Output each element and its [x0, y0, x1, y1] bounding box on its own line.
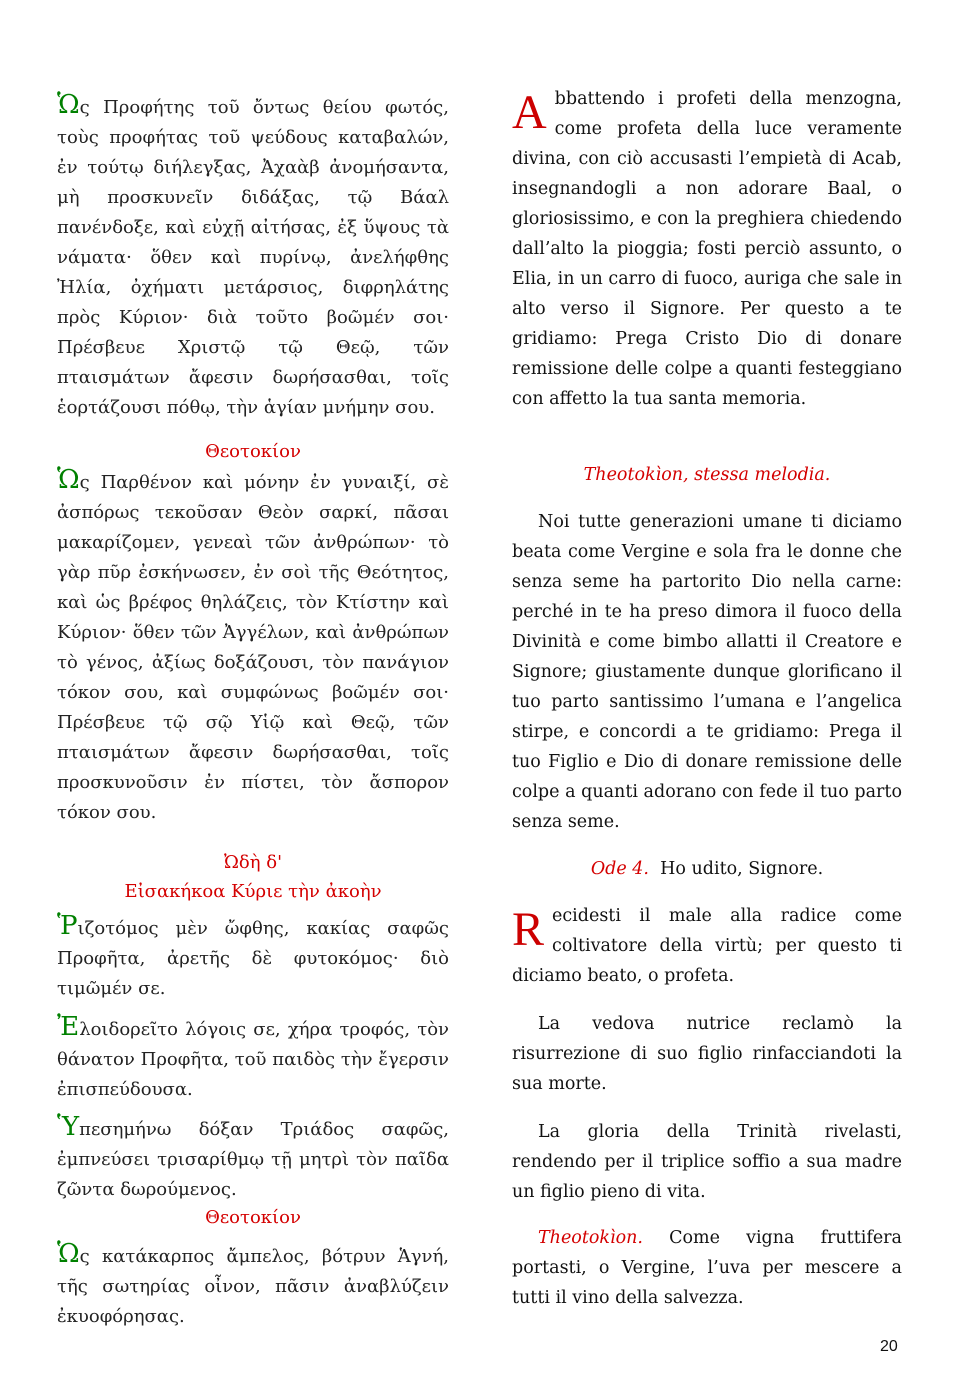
ode-irmos: Ho udito, Signore. — [660, 859, 824, 879]
greek-troparion-2: Ῥιζοτόμος μὲν ὤφθης, κακίας σαφῶς Προφῆτα, ἀρετῆς δὲ φυτοκόμος· διὸ τιμῶμέν σε. — [57, 911, 449, 999]
greek-theotokion: Ὡς Παρθένον καὶ μόνην ἐν γυναιξί, σὲ ἀσπόρως τεκοῦσαν Θεὸν σαρκί, πᾶσαι μακαρίζομεν, γενεαὶ τῶν ἀνθρώπων· τὸ γὰρ πῦρ ἐσκήνωσεν, ἐν σοὶ τῆς Θεότητος, καὶ ὡς βρέφος θηλάζεις, τὸν Κτίστην καὶ Κύριον· ὅθεν τῶν Ἀγγέλων, καὶ ἀνθρώπων τὸ γένος, ἀξίως δοξάζουσι, τὸν πανάγιον τόκον σου, καὶ συμφώνως βοῶμέν σοι· Πρέσβευε τῷ σῷ Υἱῷ καὶ Θεῷ, τῶν πταισμάτων ἄφεσιν δωρήσασθαι, τοῖς προσκυνοῦσιν ἐν πίστει, τὸν ἄσπορον τόκον σου. — [57, 465, 449, 823]
drop-initial: Ἐ — [57, 1012, 80, 1042]
italian-troparion-3: La vedova nutrice reclamò la risurrezione di suo figlio rinfacciandoti la sua morte. — [512, 1014, 902, 1094]
drop-initial: Ὡ — [57, 465, 80, 495]
greek-troparion-3: Ἐλοιδορεῖτο λόγοις σε, χήρα τροφός, τὸν θάνατον Προφῆτα, τοῦ παιδὸς τὴν ἔγερσιν ἐπισπεύδουσα. — [57, 1012, 449, 1100]
italian-ode-heading — [512, 854, 902, 884]
greek-theotokion-heading-2: Θεοτοκίον — [205, 1207, 301, 1228]
drop-initial: Ῥ — [57, 911, 78, 941]
drop-cap: R — [512, 903, 545, 956]
italian-troparion-2: Recidesti il male alla radice come coltivatore della virtù; per questo ti diciamo beato, o profeta. — [512, 903, 902, 986]
page-number: 20 — [880, 1338, 898, 1355]
drop-initial: Ὑ — [57, 1112, 80, 1142]
drop-initial: Ὡ — [57, 1239, 80, 1269]
greek-irmos-heading: Εἰσακήκοα Κύριε τὴν ἀκοὴν — [124, 881, 382, 902]
greek-ode-heading: Ὠδὴ δ' — [223, 852, 283, 873]
ode-label: Ode 4. — [590, 859, 649, 879]
greek-theotokion-2: Ὡς κατάκαρπος ἄμπελος, βότρυν Ἁγνή, τῆς σωτηρίας οἶνον, πᾶσιν ἀναβλύζειν ἐκυοφόρησας. — [57, 1239, 449, 1327]
greek-theotokion-heading: Θεοτοκίον — [205, 441, 301, 462]
drop-initial: Ὡ — [57, 90, 80, 120]
theotokion-label: Theotokìon. — [538, 1228, 643, 1248]
drop-cap: A — [512, 86, 547, 139]
italian-theotokion-heading: Theotokìon, stessa melodia. — [583, 465, 831, 485]
greek-troparion-4: Ὑπεσημήνω δόξαν Τριάδος σαφῶς, ἐμπνεύσει τρισαρίθμῳ τῇ μητρὶ τὸν παῖδα ζῶντα δωρούμενος. — [57, 1112, 449, 1200]
italian-troparion-4: La gloria della Trinità rivelasti, rendendo per il triplice soffio a sua madre un figlio pieno di vita. — [512, 1122, 902, 1202]
greek-troparion-1: Ὡς Προφήτης τοῦ ὄντως θείου φωτός, τοὺς προφήτας τοῦ ψεύδους καταβαλών, ἐν τούτῳ διήλεγξας, Ἀχαὰβ ἀνομήσαντα, μὴ προσκυνεῖν διδάξας, τῷ Βάαλ πανένδοξε, καὶ εὐχῇ αἰτήσας, ἐξ ὕψους τὰ νάματα· ὅθεν καὶ πυρίνῳ, ἀνελήφθης Ἠλία, ὀχήματι μετάρσιος, διφρηλάτης πρὸς Κύριον· διὰ τοῦτο βοῶμέν σοι· Πρέσβευε Χριστῷ τῷ Θεῷ, τῶν πταισμάτων ἄφεσιν δωρήσασθαι, τοῖς ἑορτάζουσι πόθῳ, τὴν ἁγίαν μνήμην σου. — [57, 90, 449, 418]
italian-theotokion-2: Theotokìon. Come vigna fruttifera portasti, o Vergine, l’uva per mescere a tutti il vino della salvezza. — [512, 1228, 902, 1308]
italian-theotokion: Noi tutte generazioni umane ti diciamo beata come Vergine e sola fra le donne che senza seme ha partorito Dio nella carne: perché in te ha preso dimora il fuoco della Divinità e come bimbo allatti il Creatore e Signore; giustamente dunque glorificano il tuo parto santissimo l’umana e l’angelica stirpe, e concordi a te gridiamo: Prega il tuo Figlio e Dio di donare remissione delle colpe a quanti adorano con fede il tuo parto senza seme. — [512, 512, 902, 832]
italian-troparion-1: Abbattendo i profeti della menzogna, come profeta della luce veramente divina, con ciò accusasti l’empietà di Acab, insegnandogli a non adorare Baal, o gloriosissimo, e con la preghiera chiedendo dall’alto la pioggia; fosti perciò assunto, o Elia, in un carro di fuoco, auriga che sale in alto verso il Signore. Per questo a te gridiamo: Prega Cristo Dio di donare remissione delle colpe a quanti festeggiano con affetto la tua santa memoria. — [512, 86, 902, 409]
